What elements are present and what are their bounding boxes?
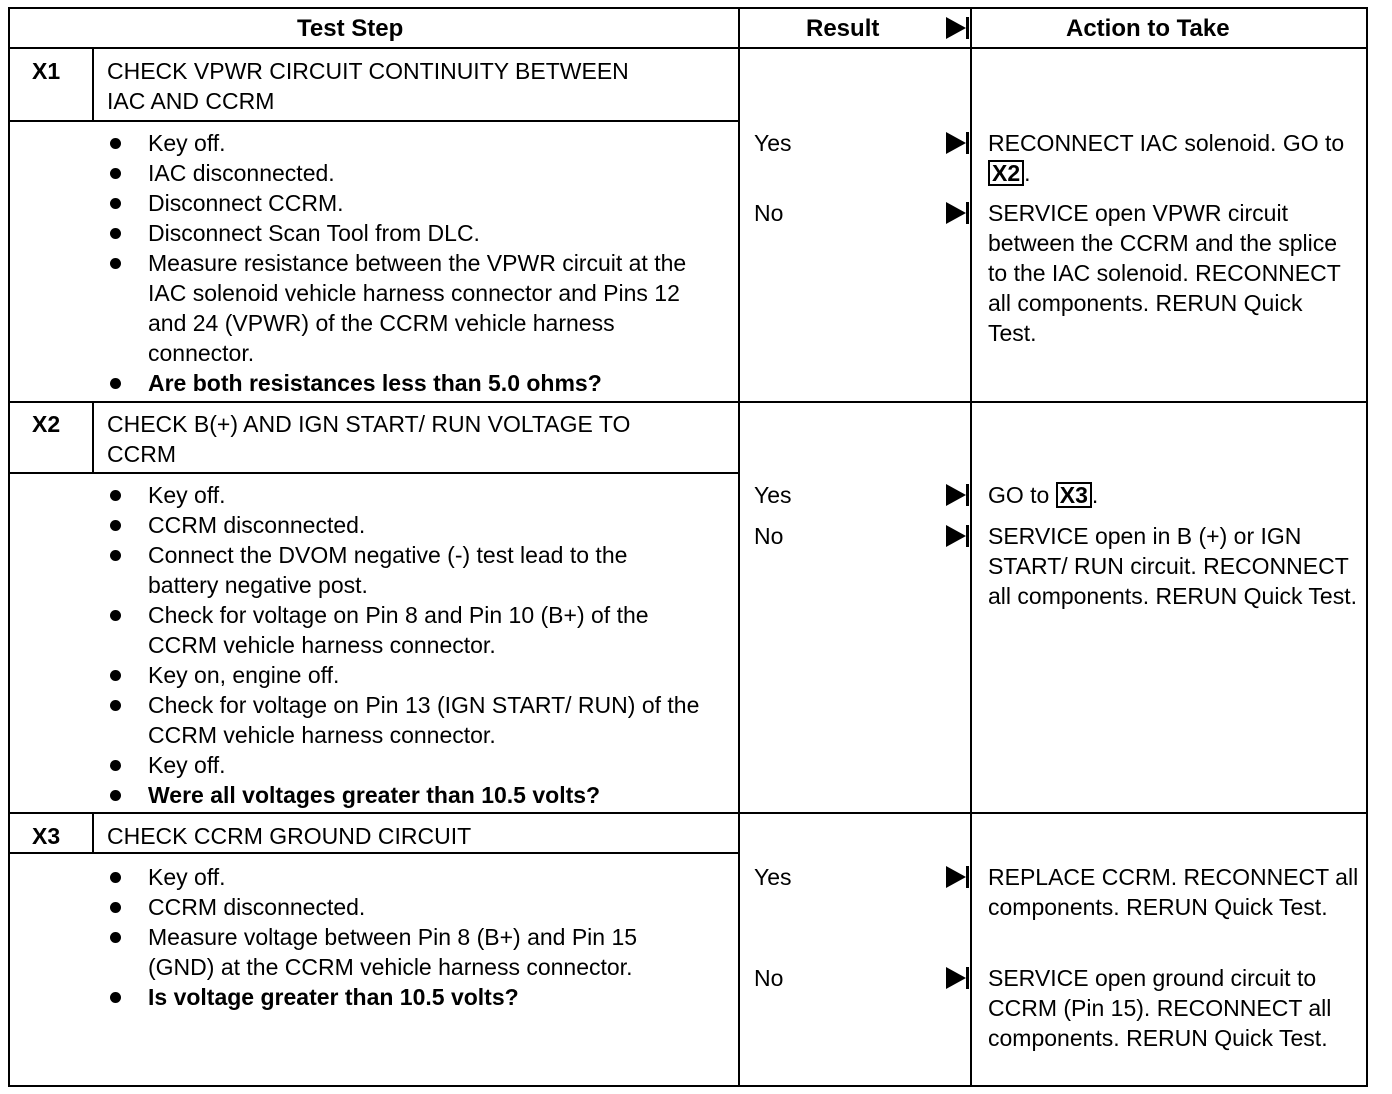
x2-result-yes: Yes: [754, 482, 792, 508]
x3-yes-action: REPLACE CCRM. RECONNECT all components. RERUN Quick Test.: [988, 864, 1359, 920]
x3-step-2: CCRM disconnected.: [104, 892, 734, 922]
x1-yes-action: [988, 128, 1368, 188]
x1-title-line-2: IAC AND CCRM: [107, 88, 275, 114]
header-test-step: Test Step: [297, 15, 404, 42]
table-border-bottom: [8, 1085, 1368, 1087]
x1-step-list: [104, 128, 734, 398]
x1-goto-ref[interactable]: X2: [988, 160, 1024, 186]
header-divider: [8, 47, 1368, 49]
row-divider-x3: [8, 812, 1368, 814]
x2-step-4: Check for voltage on Pin 8 and Pin 10 (B+) of the CCRM vehicle harness connector.: [104, 600, 708, 660]
column-divider-action: [970, 7, 972, 1087]
x2-step-6: Check for voltage on Pin 13 (IGN START/ RUN) of the CCRM vehicle harness connector.: [104, 690, 728, 750]
header-action: Action to Take: [1066, 15, 1230, 42]
x3-no-action: SERVICE open ground circuit to CCRM (Pin 15). RECONNECT all components. RERUN Quick Test.: [988, 965, 1332, 1051]
x2-yes-arrow-icon: [946, 484, 966, 506]
column-divider-result: [738, 7, 740, 1087]
x1-yes-arrow-icon: [946, 132, 966, 154]
x2-yes-action-text: GO to: [988, 482, 1056, 508]
x3-step-3: Measure voltage between Pin 8 (B+) and Pin 15 (GND) at the CCRM vehicle harness connector.: [104, 922, 708, 982]
x2-step-list: [104, 480, 704, 810]
x1-step-2: IAC disconnected.: [104, 158, 734, 188]
x2-no-arrow-icon: [946, 525, 966, 547]
x2-yes-action-end: .: [1091, 482, 1099, 508]
x3-step-1: Key off.: [104, 862, 734, 892]
x3-yes-arrow-icon: [946, 866, 966, 888]
x2-goto-ref[interactable]: X3: [1056, 482, 1092, 508]
x1-step-3: Disconnect CCRM.: [104, 188, 734, 218]
x2-step-1: Key off.: [104, 480, 704, 510]
x1-no-arrow-icon: [946, 202, 966, 224]
x3-id-divider: [92, 813, 94, 853]
x3-title-line-1: CHECK CCRM GROUND CIRCUIT: [107, 823, 472, 849]
x2-step-7: Key off.: [104, 750, 704, 780]
step-id-x2: X2: [32, 411, 61, 437]
x1-no-action: SERVICE open VPWR circuit between the CCRM and the splice to the IAC solenoid. RECONNECT all components. RERUN Quick Test.: [988, 200, 1341, 346]
header-result: Result: [806, 15, 880, 42]
step-id-x3: X3: [32, 823, 61, 849]
x1-id-divider: [92, 48, 94, 121]
step-id-x1: X1: [32, 58, 61, 84]
x1-yes-action-text: RECONNECT IAC solenoid. GO to: [988, 130, 1345, 156]
x1-result-yes: Yes: [754, 130, 792, 156]
x3-title-underline: [8, 852, 739, 854]
x1-title-line-1: CHECK VPWR CIRCUIT CONTINUITY BETWEEN: [107, 58, 629, 84]
x3-no-arrow-icon: [946, 967, 966, 989]
x2-result-no: No: [754, 523, 784, 549]
x2-title-line-2: CCRM: [107, 441, 176, 467]
x2-title-underline: [8, 472, 739, 474]
x1-step-1: Key off.: [104, 128, 734, 158]
x3-question: Is voltage greater than 10.5 volts?: [104, 982, 734, 1012]
x3-result-yes: Yes: [754, 864, 792, 890]
x3-step-list: [104, 862, 734, 1012]
x1-question: Are both resistances less than 5.0 ohms?: [104, 368, 734, 398]
x1-yes-action-end: .: [1024, 160, 1031, 186]
x2-id-divider: [92, 402, 94, 473]
x1-result-no: No: [754, 200, 784, 226]
x2-yes-action: [988, 480, 1368, 510]
x1-title-underline: [8, 120, 739, 122]
x1-step-5: Measure resistance between the VPWR circuit at the IAC solenoid vehicle harness connector and Pins 12 and 24 (VPWR) of the CCRM vehicle harness connector.: [104, 248, 708, 368]
x2-step-3: Connect the DVOM negative (-) test lead to the battery negative post.: [104, 540, 688, 600]
row-divider-x2: [8, 401, 1368, 403]
x2-question: Were all voltages greater than 10.5 volts?: [104, 780, 704, 810]
x2-title-line-1: CHECK B(+) AND IGN START/ RUN VOLTAGE TO: [107, 411, 631, 437]
table-border-left: [8, 7, 10, 1087]
x3-result-no: No: [754, 965, 784, 991]
x2-step-2: CCRM disconnected.: [104, 510, 704, 540]
x1-step-4: Disconnect Scan Tool from DLC.: [104, 218, 734, 248]
header-arrow-icon: [946, 17, 966, 39]
x2-step-5: Key on, engine off.: [104, 660, 704, 690]
x2-no-action: SERVICE open in B (+) or IGN START/ RUN circuit. RECONNECT all components. RERUN Quick Test.: [988, 523, 1357, 609]
table-border-top: [8, 7, 1368, 9]
